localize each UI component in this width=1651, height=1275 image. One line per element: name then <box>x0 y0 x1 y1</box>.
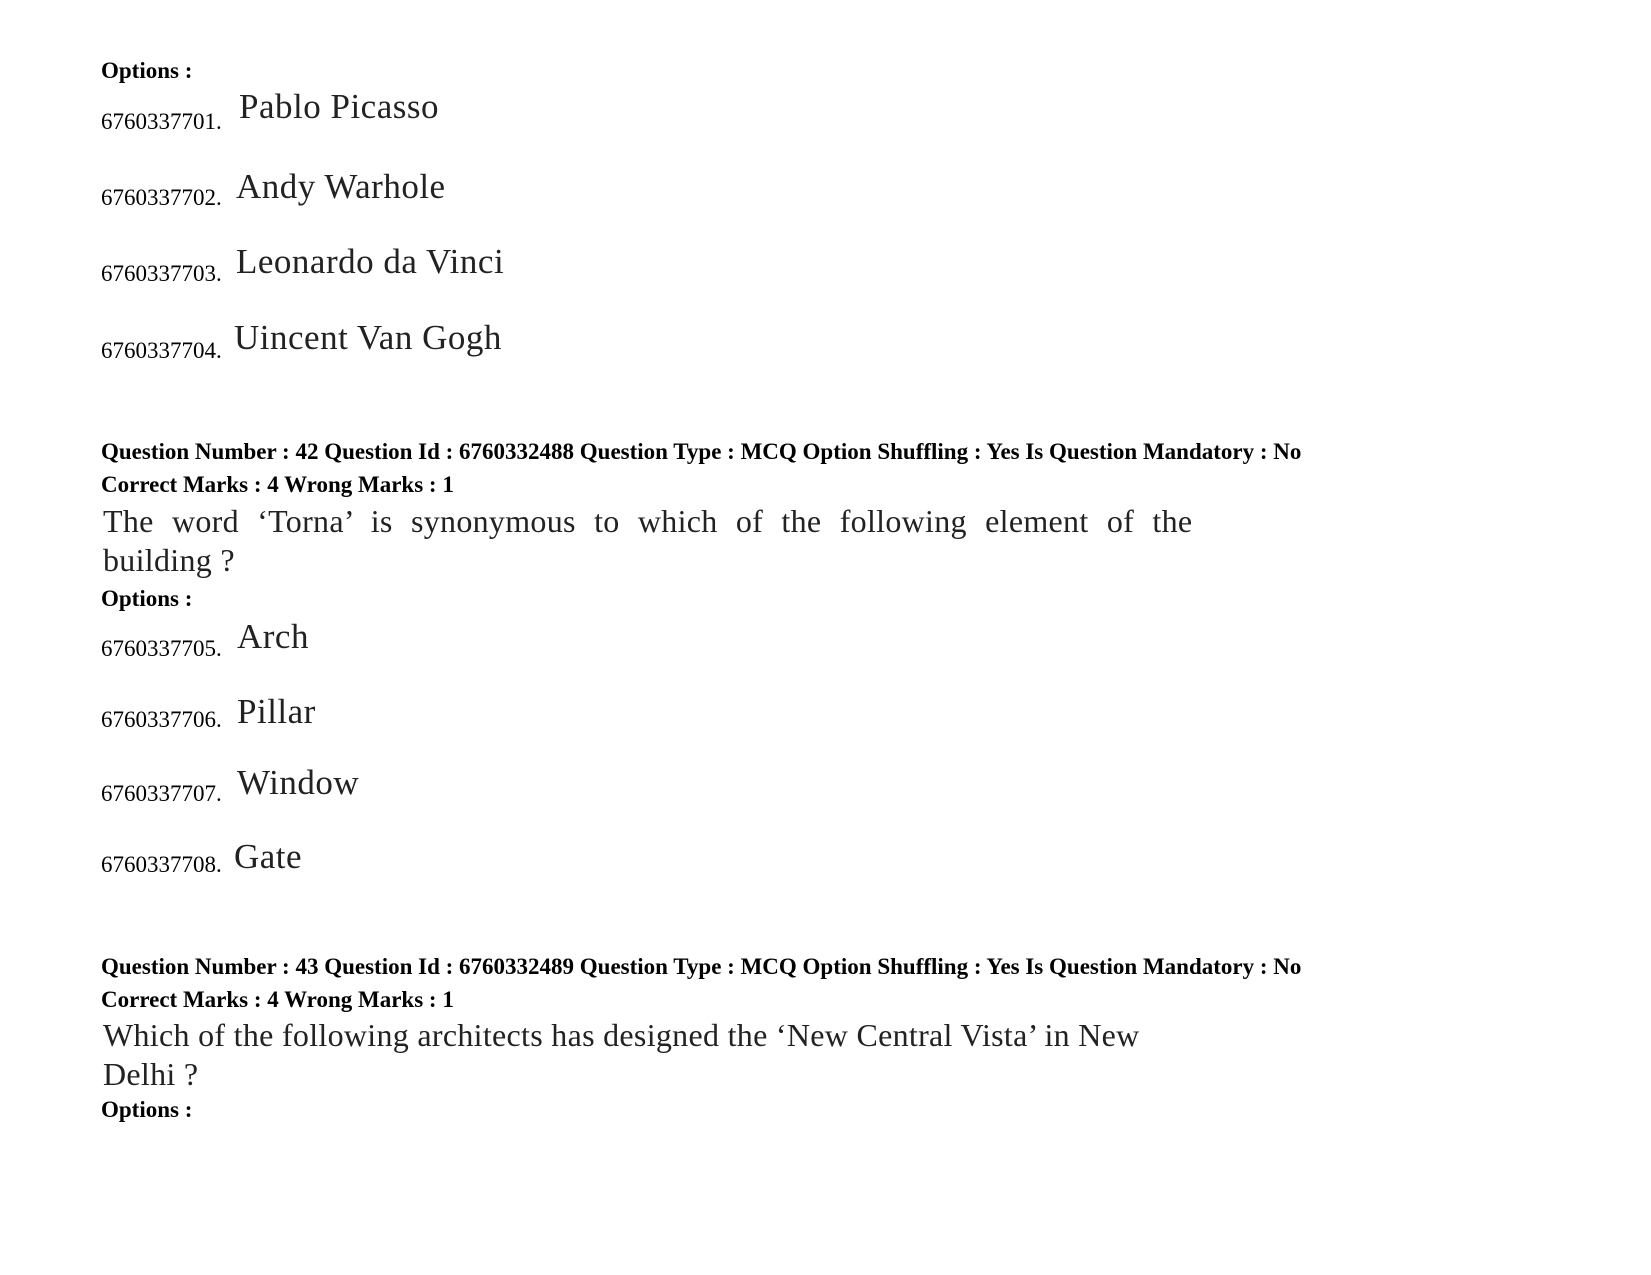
option-text: Gate <box>234 837 303 876</box>
option-text: Leonardo da Vinci <box>236 242 505 281</box>
option-text: Andy Warhole <box>236 167 446 206</box>
option-text: Pablo Picasso <box>239 87 439 126</box>
option-id: 6760337706. <box>101 707 222 732</box>
option-text: Arch <box>237 617 309 656</box>
option-id: 6760337707. <box>101 781 222 806</box>
options-label: Options : <box>101 58 193 83</box>
option-id: 6760337708. <box>101 852 222 877</box>
option-text: Uincent Van Gogh <box>234 318 502 357</box>
option-id: 6760337701. <box>101 109 222 134</box>
question-text: Which of the following architects has designed the ‘New Central Vista’ in New <box>103 1017 1140 1053</box>
options-label: Options : <box>101 1097 193 1122</box>
question-header: Question Number : 43 Question Id : 6760332489 Question Type : MCQ Option Shuffling : Yes Is Question Mandatory : No <box>101 954 1302 979</box>
question-marks: Correct Marks : 4 Wrong Marks : 1 <box>101 987 454 1012</box>
question-text: building ? <box>103 542 235 578</box>
question-marks: Correct Marks : 4 Wrong Marks : 1 <box>101 472 454 497</box>
options-label: Options : <box>101 586 193 611</box>
option-id: 6760337702. <box>101 185 222 210</box>
option-text: Window <box>237 763 360 802</box>
option-text: Pillar <box>237 692 316 731</box>
option-id: 6760337705. <box>101 636 222 661</box>
question-text: The word ‘Torna’ is synonymous to which of the following element of the <box>103 503 1193 539</box>
option-id: 6760337703. <box>101 261 222 286</box>
option-id: 6760337704. <box>101 338 222 363</box>
question-text: Delhi ? <box>103 1056 199 1092</box>
question-header: Question Number : 42 Question Id : 6760332488 Question Type : MCQ Option Shuffling : Yes Is Question Mandatory : No <box>101 439 1302 464</box>
